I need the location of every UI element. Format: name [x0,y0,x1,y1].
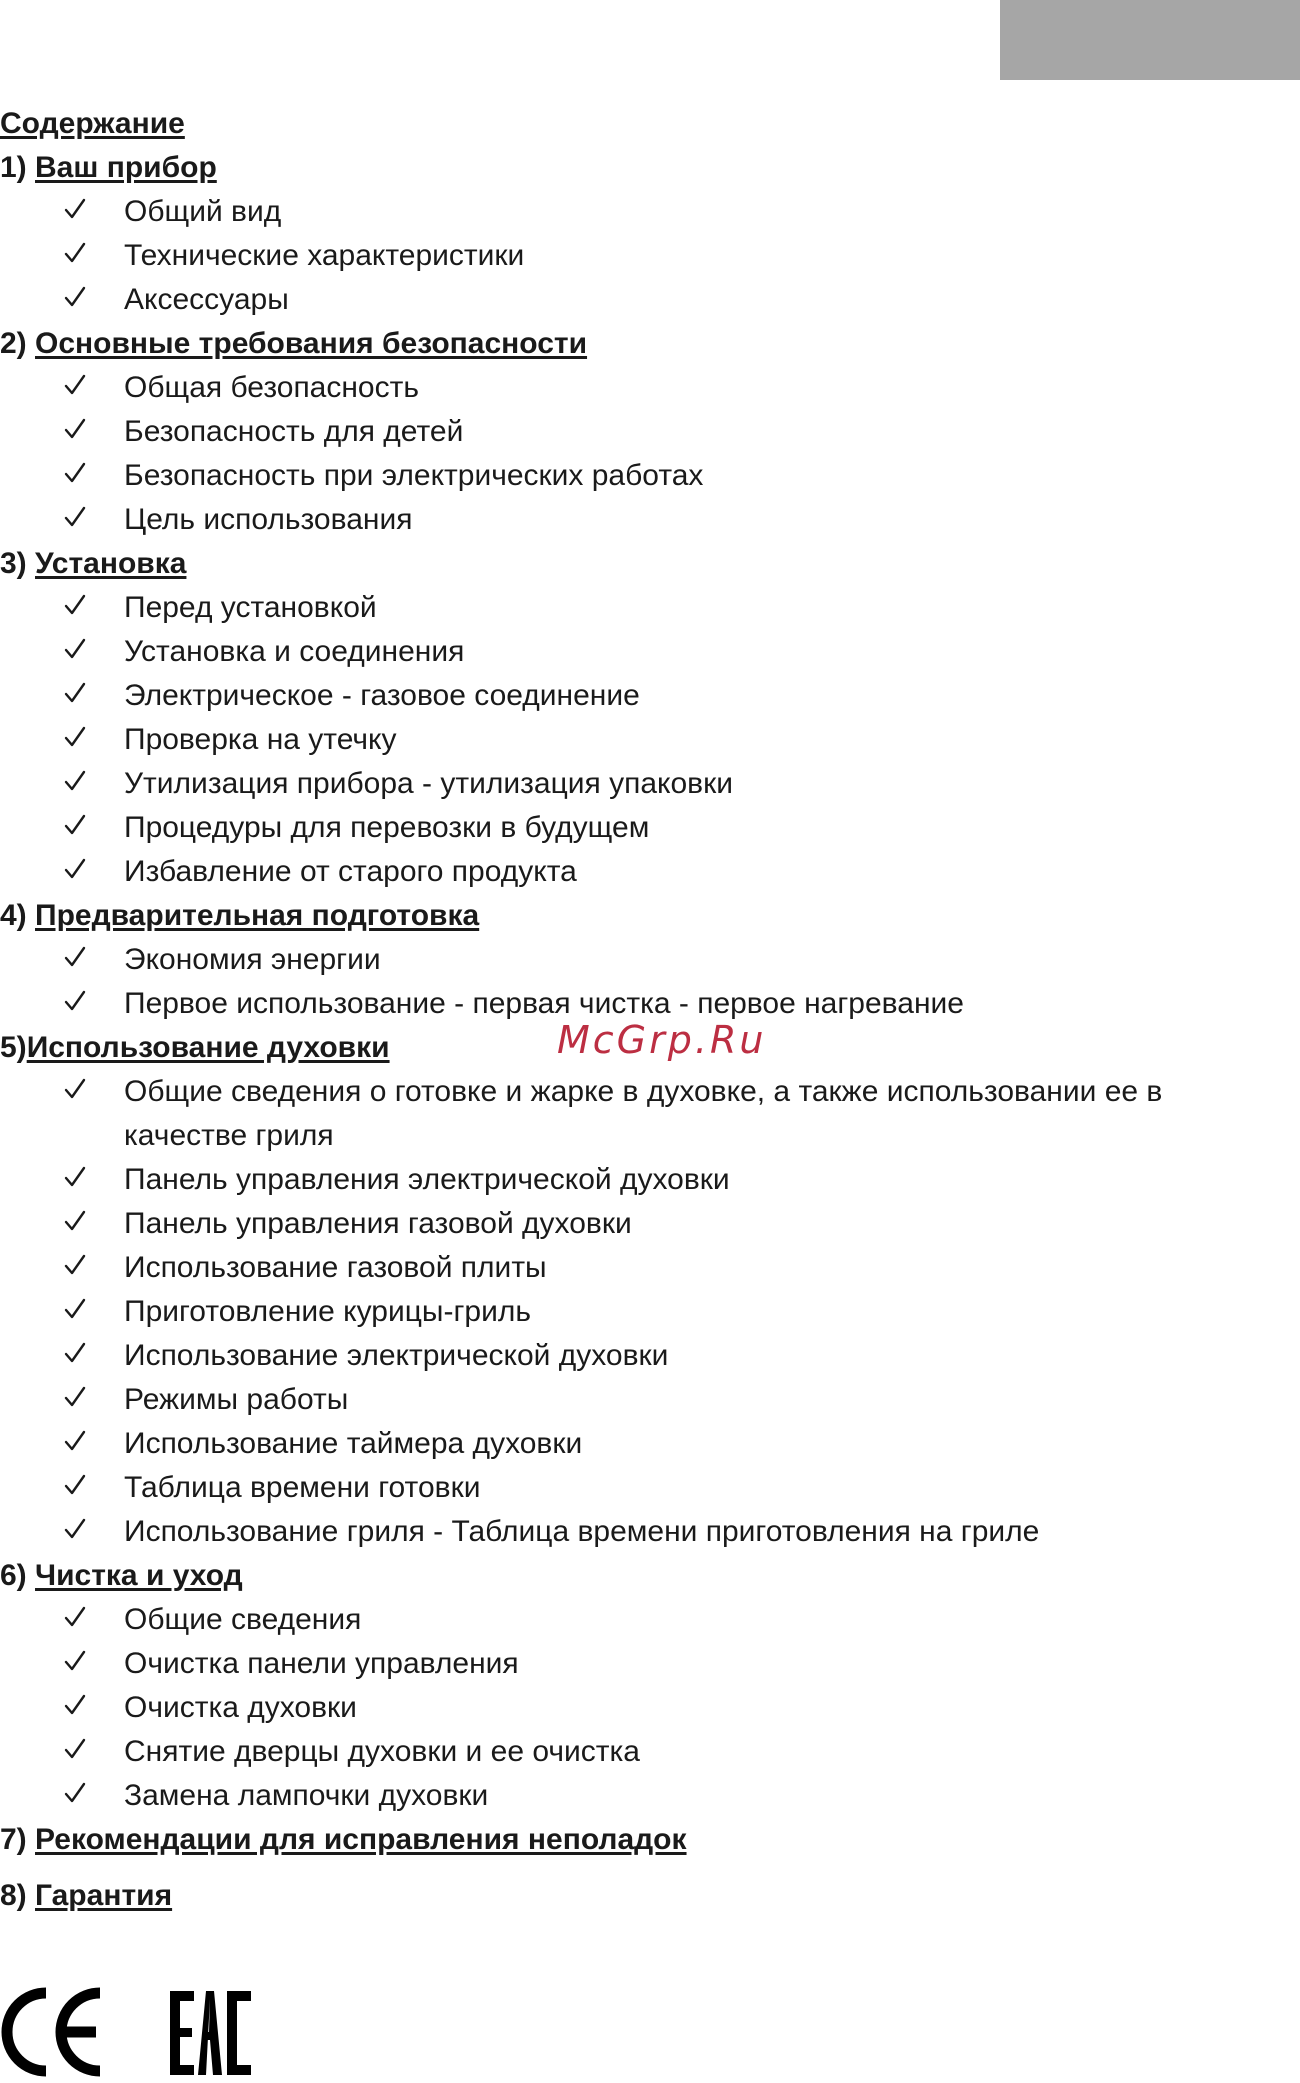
checkmark-icon [64,1694,86,1716]
section-heading [0,1818,1240,1862]
section-heading [0,894,1240,938]
list-item-label: Панель управления газовой духовки [124,1207,632,1240]
section-items [0,190,1240,322]
checkmark-icon [64,682,86,704]
section-items [0,1070,1240,1554]
ce-mark-icon [7,1993,100,2071]
section-heading [0,322,1240,366]
checkmark-icon [64,1078,86,1100]
section-number: 2) [0,327,36,360]
section-title: Рекомендации для исправления неполадок [35,1823,687,1856]
ce-eac-logo [0,1985,270,2078]
list-item [0,498,1240,542]
checkmark-icon [64,858,86,880]
section-items [0,586,1240,894]
list-item [0,1730,1240,1774]
watermark: McGrp.Ru [557,1018,767,1062]
list-item [0,1290,1240,1334]
checkmark-icon [64,1342,86,1364]
list-item-label: Установка и соединения [124,635,465,668]
section-title: Основные требования безопасности [35,327,588,360]
eac-mark-icon [170,1991,251,2075]
section-number: 6) [0,1559,36,1592]
list-item [0,1686,1240,1730]
checkmark-icon [64,1518,86,1540]
list-item-label: Приготовление курицы-гриль [124,1295,532,1328]
page-corner-tab [1000,0,1300,80]
list-item [0,1246,1240,1290]
list-item-label: Использование газовой плиты [124,1251,547,1284]
section-title: Установка [35,547,187,580]
checkmark-icon [64,594,86,616]
list-item-label: Панель управления электрической духовки [124,1163,730,1196]
section-number: 7) [0,1823,36,1856]
checkmark-icon [64,1298,86,1320]
list-item [0,762,1240,806]
list-item-label: Первое использование - первая чистка - первое нагревание [124,987,964,1020]
list-item-label: Таблица времени готовки [124,1471,481,1504]
checkmark-icon [64,1254,86,1276]
section-number: 3) [0,547,36,580]
list-item-label: Общие сведения о готовке и жарке в духовке, а также использовании ее в качестве гриля [124,1075,1163,1152]
list-item-label: Технические характеристики [124,239,525,272]
list-item [0,1334,1240,1378]
list-item-label: Электрическое - газовое соединение [124,679,640,712]
checkmark-icon [64,946,86,968]
checkmark-icon [64,1738,86,1760]
section-number: 4) [0,899,36,932]
checkmark-icon [64,506,86,528]
section-number: 8) [0,1879,36,1912]
checkmark-icon [64,374,86,396]
checkmark-icon [64,242,86,264]
list-item [0,1422,1240,1466]
section-items [0,938,1240,1026]
list-item [0,366,1240,410]
list-item [0,1378,1240,1422]
list-item-label: Процедуры для перевозки в будущем [124,811,650,844]
section-heading [0,1554,1240,1598]
list-item [0,630,1240,674]
list-item [0,1070,1240,1158]
list-item [0,1642,1240,1686]
list-item-label: Аксессуары [124,283,289,316]
list-item [0,1202,1240,1246]
list-item [0,674,1240,718]
list-item [0,1510,1240,1554]
toc-title: Содержание [0,107,185,140]
list-item-label: Перед установкой [124,591,377,624]
checkmark-icon [64,1650,86,1672]
list-item-label: Цель использования [124,503,413,536]
section-title: Гарантия [35,1879,173,1912]
checkmark-icon [64,1166,86,1188]
section-title: Ваш прибор [35,151,217,184]
checkmark-icon [64,770,86,792]
section-items [0,1598,1240,1818]
list-item-label: Общий вид [124,195,282,228]
list-item-label: Безопасность для детей [124,415,464,448]
list-item [0,190,1240,234]
list-item-label: Безопасность при электрических работах [124,459,704,492]
checkmark-icon [64,1210,86,1232]
checkmark-icon [64,638,86,660]
list-item-label: Общие сведения [124,1603,362,1636]
list-item [0,1598,1240,1642]
list-item [0,718,1240,762]
checkmark-icon [64,1386,86,1408]
section-items [0,366,1240,542]
list-item [0,234,1240,278]
list-item-label: Использование электрической духовки [124,1339,669,1372]
checkmark-icon [64,814,86,836]
list-item-label: Утилизация прибора - утилизация упаковки [124,767,733,800]
list-item [0,938,1240,982]
list-item-label: Режимы работы [124,1383,349,1416]
checkmark-icon [64,1606,86,1628]
certification-marks [0,1985,270,2078]
list-item [0,1466,1240,1510]
checkmark-icon [64,726,86,748]
list-item [0,850,1240,894]
checkmark-icon [64,418,86,440]
checkmark-icon [64,1782,86,1804]
section-heading [0,542,1240,586]
list-item [0,586,1240,630]
list-item-label: Избавление от старого продукта [124,855,577,888]
section-title: Использование духовки [26,1031,390,1064]
list-item-label: Очистка духовки [124,1691,357,1724]
list-item-label: Использование таймера духовки [124,1427,583,1460]
list-item-label: Использование гриля - Таблица времени приготовления на гриле [124,1515,1040,1548]
checkmark-icon [64,198,86,220]
section-title: Чистка и уход [35,1559,243,1592]
section-heading [0,146,1240,190]
checkmark-icon [64,1474,86,1496]
list-item [0,1158,1240,1202]
checkmark-icon [64,286,86,308]
list-item [0,454,1240,498]
list-item-label: Снятие дверцы духовки и ее очистка [124,1735,640,1768]
list-item [0,806,1240,850]
list-item-label: Проверка на утечку [124,723,397,756]
section-number: 1) [0,151,36,184]
checkmark-icon [64,462,86,484]
list-item [0,410,1240,454]
checkmark-icon [64,990,86,1012]
list-item [0,278,1240,322]
table-of-contents [0,102,1240,1918]
section-heading [0,1874,1240,1918]
section-title: Предварительная подготовка [35,899,480,932]
list-item-label: Замена лампочки духовки [124,1779,489,1812]
list-item-label: Очистка панели управления [124,1647,519,1680]
list-item-label: Общая безопасность [124,371,419,404]
section-number: 5) [0,1031,27,1064]
list-item-label: Экономия энергии [124,943,381,976]
checkmark-icon [64,1430,86,1452]
list-item [0,1774,1240,1818]
